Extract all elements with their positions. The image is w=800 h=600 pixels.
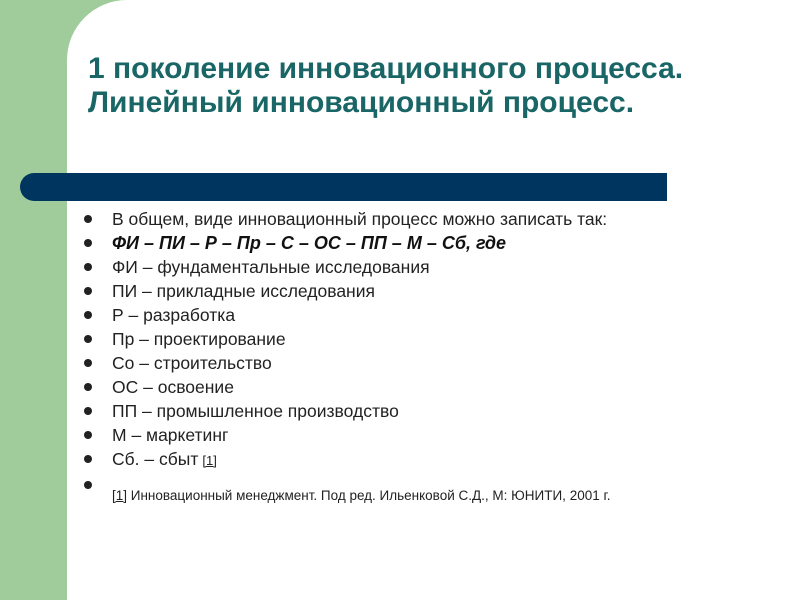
title-divider-bar [20, 173, 667, 201]
bullet-item: ФИ – фундаментальные исследования [82, 255, 772, 279]
bullet-item: ПП – промышленное производство [82, 399, 772, 423]
footnote [112, 487, 772, 505]
bullet-item: Сб. – сбыт [1] [82, 447, 772, 473]
bullet-item: М – маркетинг [82, 423, 772, 447]
bullet-item: ОС – освоение [82, 375, 772, 399]
slide-top-area [279, 0, 800, 60]
bullet-item: Р – разработка [82, 303, 772, 327]
footnote-reference-link[interactable]: [1] [202, 453, 217, 468]
footnote-text: Инновационный менеджмент. Под ред. Ильенковой С.Д., М: ЮНИТИ, 2001 г. [127, 488, 611, 503]
left-decor-band [0, 0, 67, 600]
bullet-list [82, 207, 772, 473]
footnote-anchor-link[interactable]: [1] [112, 488, 128, 503]
bullet-item: ПИ – прикладные исследования [82, 279, 772, 303]
bullet-item-formula: ФИ – ПИ – Р – Пр – С – ОС – ПП – М – Сб, где [82, 231, 772, 255]
bullet-item: Со – строительство [82, 351, 772, 375]
slide-title: 1 поколение инновационного процесса. Линейный инновационный процесс. [88, 52, 684, 119]
bullet-item: В общем, виде инновационный процесс можно записать так: [82, 207, 772, 231]
bullet-item: Пр – проектирование [82, 327, 772, 351]
